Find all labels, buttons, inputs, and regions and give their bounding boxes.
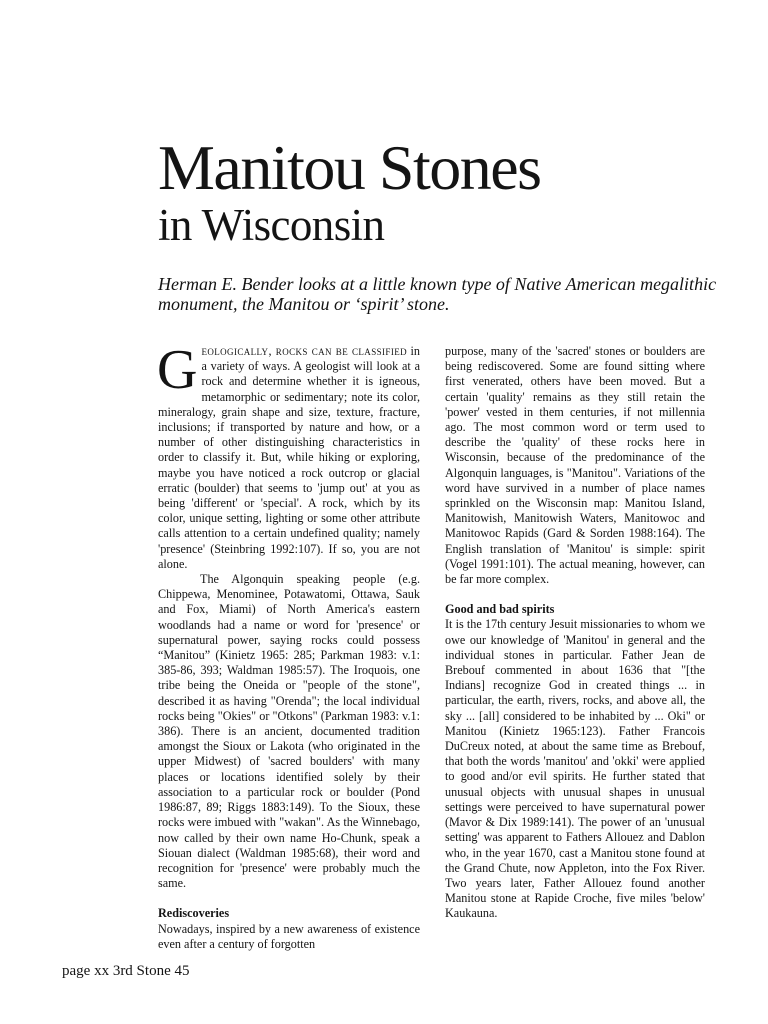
drop-cap: G — [157, 339, 198, 401]
lead-in-small-caps: eologically, rocks can be classified — [201, 344, 408, 358]
section-heading-rediscoveries: Rediscoveries — [158, 906, 230, 921]
article-subtitle: in Wisconsin — [158, 200, 385, 250]
paragraph-rediscoveries: Nowadays, inspired by a new awareness of existence even after a century of forgotten — [158, 921, 420, 951]
opening-paragraph — [157, 339, 420, 572]
paragraph-purpose: purpose, many of the 'sacred' stones or boulders are being rediscovered. Some are found sitting where first venerated, others have been moved. But a certain 'quality' remains as they still retain the 'power' vested in them centuries, if not millennia ago. The most common word or term used to describe the 'quality' of these rocks here in Wisconsin, because of the predominance of the Algonquin languages, is "Manitou". Variations of the word have survived in a number of place names sprinkled on the Wisconsin map: Manitou Island, Manitowish, Manitowish Waters, Manitowoc and Manitowoc Rapids (Gard & Sorden 1988:164). The English translation of 'Manitou' is simple: spirit (Vogel 1991:101). The actual meaning, however, can be far more complex. — [445, 344, 705, 587]
right-column — [445, 344, 705, 922]
page-folio: page xx 3rd Stone 45 — [62, 963, 190, 979]
left-column — [157, 339, 420, 952]
paragraph-text: in a variety of ways. A geologist will look at a rock and determine whether it is igneous, metamorphic or sedimentary; note its color, mineralogy, grain shape and size, texture, fracture, inclusions; if transported by nature and how, or a number of other distinguishing characteristics in order to classify it. But, while hiking or exploring, maybe you have noticed a rock outcrop or glacial erratic (boulder) that seems to 'jump out' at you as being 'different' or 'special'. A rock, which by its color, unique setting, lighting or some other attribute calls attention to a certain undefined quality; namely 'presence' (Steinbring 1992:107). If so, you are not alone. — [158, 344, 420, 571]
paragraph-algonquin: The Algonquin speaking people (e.g. Chippewa, Menominee, Potawatomi, Ottawa, Sauk and Fox, Miami) of North America's eastern woodlands had a name or word for 'presence' or supernatural power, saying rocks could possess “Manitou” (Kinietz 1965: 285; Parkman 1983: v.1: 385-86, 393; Waldman 1985:57). The Iroquois, one tribe being the Oneida or "people of the stone", described it as having "Orenda"; the local individual rocks being "Okies" or "Otkons" (Parkman 1983: v.1: 386). There is an ancient, documented tradition amongst the Sioux or Lakota (who originated in the upper Midwest) of 'sacred boulders' with many places or locations identified solely by their association to a particular rock or boulder (Pond 1986:87, 89; Riggs 1883:149). To the Sioux, these rocks were imbued with "wakan". As the Winnebago, now called by their own name Ho-Chunk, speak a Siouan dialect (Waldman 1985:68), their word and recognition for 'presence' were probably much the same. — [158, 572, 420, 891]
article-dek: Herman E. Bender looks at a little known type of Native American megalithic monument, the Manitou or ‘spirit’ stone. — [158, 274, 717, 314]
section-heading-good-and-bad-spirits: Good and bad spirits — [445, 602, 555, 617]
article-title: Manitou Stones — [158, 132, 541, 203]
paragraph-jesuits: It is the 17th century Jesuit missionaries to whom we owe our knowledge of 'Manitou' in general and the individual stones in particular. Father Jean de Brebouf commented in about 1636 that "[the Indians] recognize God in created things ... in particular, the earth, rivers, rocks, and above all, the sky ... [all] considered to be inhabited by ... Oki" or Manitou (Kinietz 1965:123). Father Francois DuCreux noted, at about the same time as Brebouf, that both the words 'manitou' and 'okki' were applied to good and/or evil spirits. He further stated that unusual objects with unusual shapes in unusual settings were perceived to have supernatural power (Mavor & Dix 1989:141). The power of an 'unusual setting' was apparent to Fathers Allouez and Dablon who, in the year 1670, cast a Manitou stone found at the Grand Chute, now Appleton, into the Fox River. Two years later, Father Allouez found another Manitou stone at Rapide Croche, five miles 'below' Kaukauna. — [445, 617, 705, 921]
